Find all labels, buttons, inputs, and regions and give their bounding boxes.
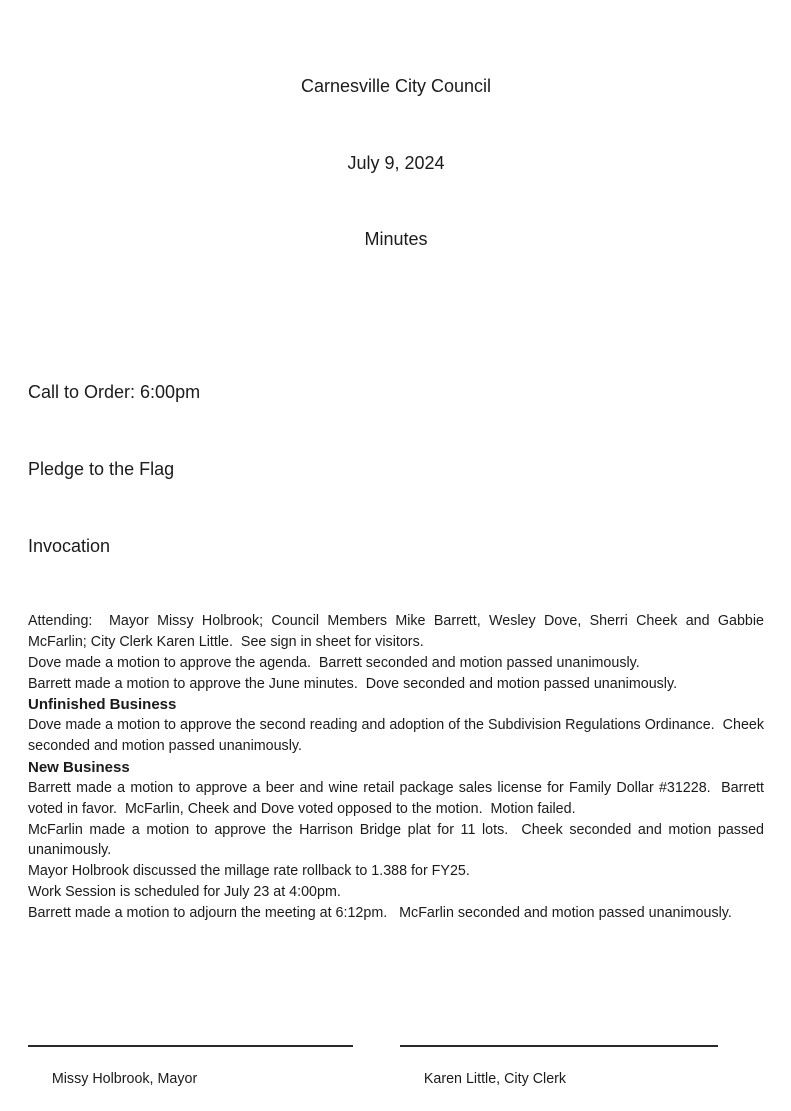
document-title: Carnesville City Council bbox=[300, 76, 492, 96]
new-business-heading: New Business bbox=[28, 759, 130, 777]
opening-items bbox=[28, 329, 764, 612]
motion-approve-june-minutes: Barrett made a motion to approve the June minutes. Dove seconded and motion passed unanimously. bbox=[28, 675, 678, 692]
clerk-signature-line bbox=[400, 1045, 718, 1111]
unfinished-business-heading: Unfinished Business bbox=[28, 696, 177, 714]
attending-paragraph: Attending: Mayor Missy Holbrook; Council Members Mike Barrett, Wesley Dove, Sherri Cheek and Gabbie McFarlin; City Clerk Karen Little. See sign in sheet for visitors. bbox=[28, 613, 768, 651]
pledge-line: Pledge to the Flag bbox=[28, 459, 175, 480]
work-session-note: Work Session is scheduled for July 23 at 4:00pm. bbox=[28, 884, 341, 900]
call-to-order-line: Call to Order: 6:00pm bbox=[28, 381, 201, 402]
motion-beer-wine-license: Barrett made a motion to approve a beer and wine retail package sales license for Family Dollar #31228. Barrett voted in favor. McFarlin, Cheek and Dove voted opposed to the motion. Motion failed. bbox=[28, 780, 768, 817]
invocation-line: Invocation bbox=[28, 536, 111, 557]
signature-block bbox=[28, 1045, 718, 1111]
motion-adjourn: Barrett made a motion to adjourn the meeting at 6:12pm. McFarlin seconded and motion passed unanimously. bbox=[28, 904, 732, 921]
document-type: Minutes bbox=[364, 229, 428, 249]
millage-rate-note: Mayor Holbrook discussed the millage rate rollback to 1.388 for FY25. bbox=[28, 863, 470, 880]
mayor-signature-label: Missy Holbrook, Mayor bbox=[51, 1070, 198, 1087]
mayor-signature-line bbox=[28, 1045, 353, 1111]
motion-subdivision-ordinance: Dove made a motion to approve the second reading and adoption of the Subdivision Regulations Ordinance. Cheek seconded and motion passed unanimously. bbox=[28, 717, 768, 755]
motion-approve-agenda: Dove made a motion to approve the agenda. Barrett seconded and motion passed unanimously. bbox=[28, 654, 640, 671]
motion-harrison-bridge-plat: McFarlin made a motion to approve the Harrison Bridge plat for 11 lots. Cheek seconded and motion passed unanimously. bbox=[28, 821, 768, 859]
clerk-signature-label: Karen Little, City Clerk bbox=[423, 1070, 567, 1087]
meeting-date: July 9, 2024 bbox=[347, 152, 445, 173]
document-header bbox=[28, 23, 764, 304]
